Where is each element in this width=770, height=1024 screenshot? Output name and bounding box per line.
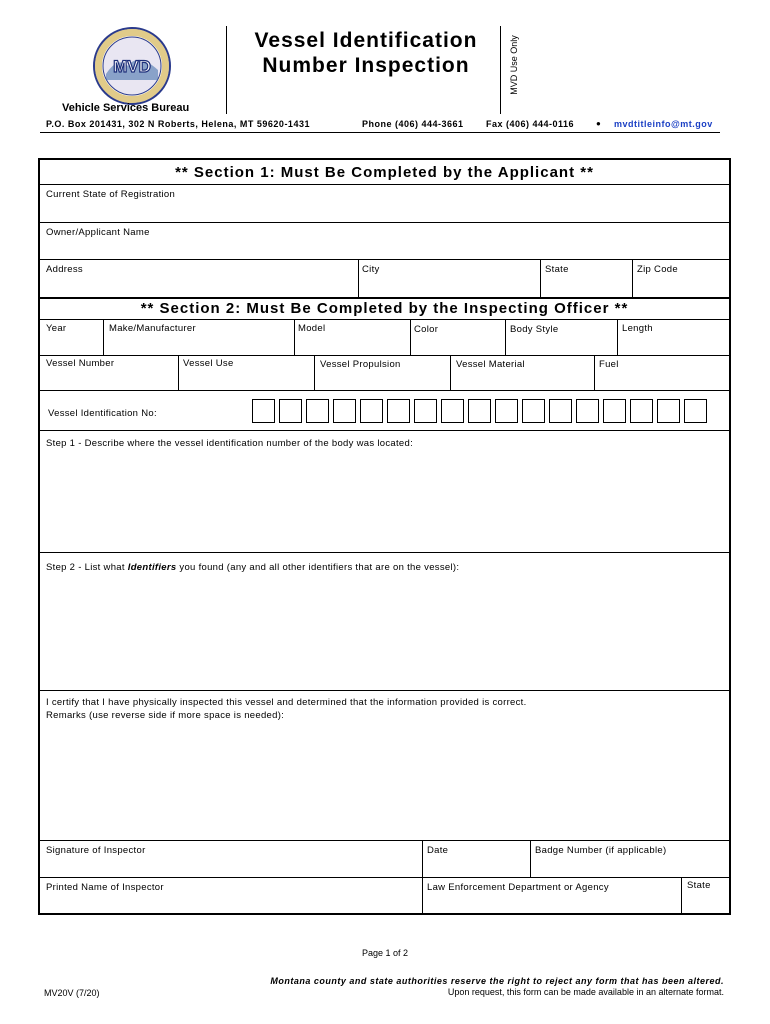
fax-number: Fax (406) 444-0116 xyxy=(486,119,575,129)
page-number: Page 1 of 2 xyxy=(361,948,409,958)
vin-char-box[interactable] xyxy=(360,399,383,423)
owner-name-label: Owner/Applicant Name xyxy=(46,227,150,238)
vin-char-box[interactable] xyxy=(630,399,653,423)
body-style-label: Body Style xyxy=(510,324,559,335)
vin-char-box[interactable] xyxy=(441,399,464,423)
inspection-form xyxy=(38,158,731,915)
section1-heading: ** Section 1: Must Be Completed by the Applicant ** xyxy=(40,164,729,181)
alternate-format-notice: Upon request, this form can be made available in an alternate format. xyxy=(447,987,724,997)
vin-char-box[interactable] xyxy=(657,399,680,423)
state-label: State xyxy=(545,264,569,275)
agency-label: Law Enforcement Department or Agency xyxy=(427,882,609,893)
bureau-name: Vehicle Services Bureau xyxy=(62,102,190,114)
vessel-material-label: Vessel Material xyxy=(456,359,525,370)
header-divider-left xyxy=(226,26,227,114)
vin-char-box[interactable] xyxy=(549,399,572,423)
phone-number: Phone (406) 444-3661 xyxy=(362,119,464,129)
zip-field[interactable] xyxy=(633,260,729,296)
vin-char-box[interactable] xyxy=(603,399,626,423)
step2-label: Step 2 - List what Identifiers you found (any and all other identifiers that are on the vessel): xyxy=(46,562,460,573)
vin-char-box[interactable] xyxy=(414,399,437,423)
zip-label: Zip Code xyxy=(637,264,678,275)
model-label: Model xyxy=(298,323,326,334)
printed-name-label: Printed Name of Inspector xyxy=(46,882,164,893)
form-title: Vessel Identification Number Inspection xyxy=(254,29,478,77)
vin-char-box[interactable] xyxy=(468,399,491,423)
mvd-use-only-box: MVD Use Only xyxy=(509,35,519,95)
city-field[interactable] xyxy=(359,260,539,296)
contact-line xyxy=(40,116,720,133)
current-state-field[interactable] xyxy=(40,185,729,221)
agency-field[interactable] xyxy=(423,878,680,914)
step1-label: Step 1 - Describe where the vessel identification number of the body was located: xyxy=(46,438,414,449)
officer-state-field[interactable] xyxy=(682,878,729,914)
vin-char-box[interactable] xyxy=(495,399,518,423)
vin-char-box[interactable] xyxy=(684,399,707,423)
fuel-label: Fuel xyxy=(599,359,619,370)
officer-state-label: State xyxy=(687,880,711,891)
certify-text: I certify that I have physically inspected this vessel and determined that the information provided is correct. xyxy=(46,697,527,708)
current-state-label: Current State of Registration xyxy=(46,189,176,200)
city-label: City xyxy=(362,264,380,275)
section2-heading: ** Section 2: Must Be Completed by the Inspecting Officer ** xyxy=(40,300,729,317)
date-label: Date xyxy=(427,845,449,856)
bullet-icon: ● xyxy=(596,119,602,128)
printed-name-field[interactable] xyxy=(40,878,421,914)
mvd-seal-icon xyxy=(92,26,172,106)
step2-textarea[interactable] xyxy=(40,576,729,690)
badge-field[interactable] xyxy=(531,841,729,877)
remarks-textarea[interactable] xyxy=(40,724,729,840)
vin-char-box[interactable] xyxy=(252,399,275,423)
alteration-notice: Montana county and state authorities reserve the right to reject any form that has been altered. xyxy=(270,976,724,986)
mvd-logo xyxy=(92,26,172,106)
color-label: Color xyxy=(414,324,439,335)
step1-textarea[interactable] xyxy=(40,452,729,552)
vin-char-box[interactable] xyxy=(522,399,545,423)
signature-field[interactable] xyxy=(40,841,421,877)
length-label: Length xyxy=(622,323,653,334)
mailing-address: P.O. Box 201431, 302 N Roberts, Helena, MT 59620-1431 xyxy=(46,119,310,129)
form-number: MV20V (7/20) xyxy=(44,988,100,998)
badge-label: Badge Number (if applicable) xyxy=(535,845,667,856)
vin-char-box[interactable] xyxy=(306,399,329,423)
vessel-propulsion-label: Vessel Propulsion xyxy=(320,359,401,370)
date-field[interactable] xyxy=(423,841,529,877)
vessel-use-label: Vessel Use xyxy=(183,358,234,369)
remarks-label: Remarks (use reverse side if more space is needed): xyxy=(46,710,285,721)
make-label: Make/Manufacturer xyxy=(109,323,196,334)
vin-char-box[interactable] xyxy=(279,399,302,423)
vessel-number-label: Vessel Number xyxy=(46,358,115,369)
address-label: Address xyxy=(46,264,83,275)
email-link[interactable]: mvdtitleinfo@mt.gov xyxy=(614,119,713,129)
address-field[interactable] xyxy=(40,260,358,296)
vin-char-box[interactable] xyxy=(576,399,599,423)
state-field[interactable] xyxy=(541,260,631,296)
vin-char-box[interactable] xyxy=(333,399,356,423)
year-label: Year xyxy=(46,323,67,334)
owner-name-field[interactable] xyxy=(40,223,729,259)
svg-text:MVD: MVD xyxy=(113,57,151,76)
vin-label: Vessel Identification No: xyxy=(48,408,157,419)
vin-char-box[interactable] xyxy=(387,399,410,423)
signature-label: Signature of Inspector xyxy=(46,845,146,856)
